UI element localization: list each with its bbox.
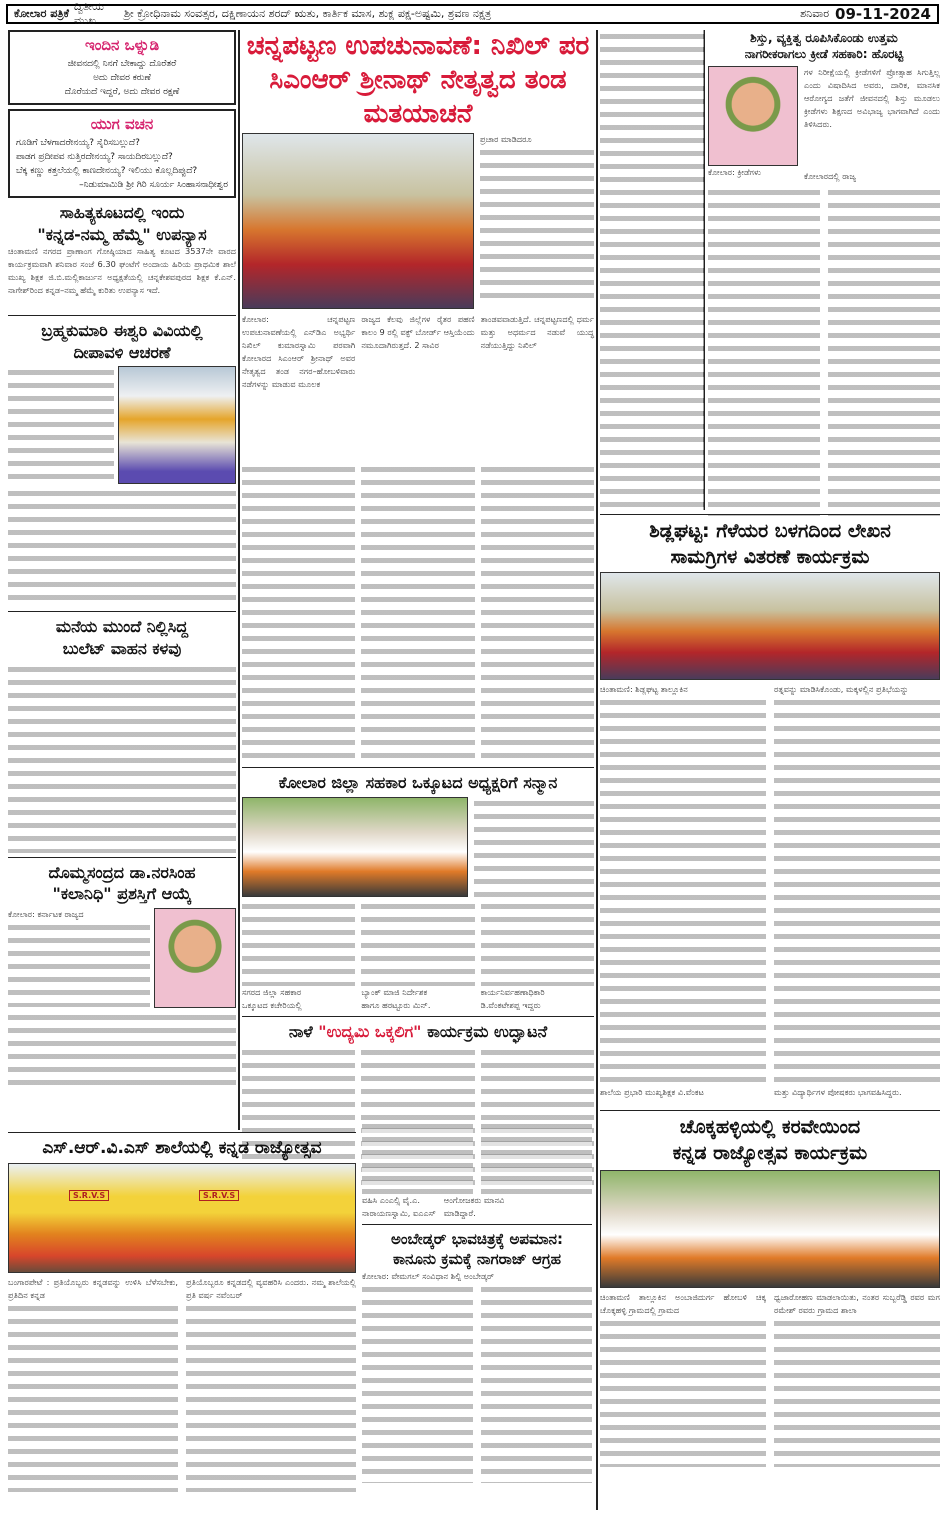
body-line: ಒಕ್ಕೂಟದ ಕಚೇರಿಯಲ್ಲಿ: [242, 999, 302, 1010]
body-line: ವಹಿಸಿ ಎಂಎಲ್ಸಿ ವೈ.ಎ.: [362, 1195, 420, 1205]
headline-line: ಮನೆಯ ಮುಂದೆ ನಿಲ್ಲಿಸಿದ್ದ: [55, 617, 189, 637]
headline-line: ದೀಪಾವಳಿ ಆಚರಣೆ: [73, 342, 171, 362]
vachana-line: ಬೆಕ್ಕ ಕಣ್ಣು ಕತ್ತಲೆಯಲ್ಲಿ ಕಾಣದೇನಯ್ಯ? ಇಲಿಯು ಕೊಲ್ಲದಿಪ್ಪುದೆ?: [16, 166, 198, 176]
article-sports: [708, 30, 940, 516]
body-line: ಡಿ.ವೆಂಕಟೇಶಪ್ಪ ಇದ್ದರು: [480, 999, 541, 1010]
article-tail: [600, 1086, 940, 1099]
article-body: [361, 463, 474, 763]
article-kalanidhi: [8, 862, 236, 1091]
divider: [600, 1110, 940, 1111]
article-bullet: [8, 616, 236, 852]
quote-title: ಇಂದಿನ ಒಳ್ನುಡಿ: [84, 36, 160, 54]
headline-line: ಸಾಮಗ್ರಿಗಳ ವಿತರಣೆ ಕಾರ್ಯಕ್ರಮ: [670, 545, 870, 568]
headline-line: "ಕನ್ನಡ-ನಮ್ಮ ಹೆಮ್ಮೆ" ಉಪನ್ಯಾಸ: [37, 224, 207, 244]
article-body: ಪ್ರತಿಯೊಬ್ಬರೂ ಕನ್ನಡದಲ್ಲಿ ವ್ಯವಹರಿಸಿ ಎಂದರು. ನಮ್ಮ ಶಾಲೆಯಲ್ಲಿ ಪ್ರತಿ ವರ್ಷ ನವೆಂಬರ್: [186, 1276, 356, 1300]
diwali-photo: [118, 366, 236, 484]
headline-line: ಶಿಡ್ಲಘಟ್ಟ: ಗೆಳೆಯರ ಬಳಗದಿಂದ ಲೇಖನ: [649, 520, 891, 542]
body-line: ಶಾಲೆಯ ಪ್ರಭಾರಿ ಮುಖ್ಯಶಿಕ್ಷಕ ವಿ.ವೆಂಕಟ: [600, 1087, 704, 1098]
headline-part: ಕಾರ್ಯಕ್ರಮ ಉದ್ಘಾಟನೆ: [427, 1021, 548, 1041]
headline: [600, 1115, 940, 1166]
lead-headline: [242, 30, 594, 131]
photo-caption: ಕೋಲಾರ: ಕ್ರೀಡೆಗಳು: [708, 167, 762, 178]
page-label: ದ್ವಿತೀಯ ಮುಖ: [74, 0, 104, 27]
body-line: ಕೋಲಾರದಲ್ಲಿ ರಾಜ್ಯ: [804, 171, 857, 182]
headline-line: "ಕಲಾನಿಧಿ" ಪ್ರಶಸ್ತಿಗೆ ಆಯ್ಕೆ: [52, 884, 192, 904]
vachana-title: ಯುಗ ವಚನ: [90, 115, 154, 133]
center-column: [242, 30, 594, 1186]
article-body: [480, 133, 594, 309]
divider: [242, 1016, 594, 1017]
divider: [8, 1132, 356, 1133]
paper-name: ಕೋಲಾರ ಪತ್ರಿಕೆ: [14, 7, 69, 20]
vachana-line: ಗೂಡಿಗೆ ಬೆಳಗಾದರೇನಯ್ಯ? ಸೈರಿಸಬಲ್ಲುದೆ?: [16, 138, 140, 148]
article-shidlaghatta: [600, 510, 940, 1099]
srvs-photo: [8, 1163, 356, 1273]
almanac-line: ಶ್ರೀ ಕ್ರೋಧಿನಾಮ ಸಂವತ್ಸರ, ದಕ್ಷಿಣಾಯನ ಶರದ್ ಋತು, ಕಾರ್ತಿಕ ಮಾಸ, ಶುಕ್ಲ ಪಕ್ಷ-ಅಷ್ಟಮಿ, ಶ್ರವಣ ನಕ್ಷತ್ರ: [124, 7, 492, 20]
divider: [8, 611, 236, 612]
article-tail: [242, 986, 594, 1012]
headline-line: ಚನ್ನಪಟ್ಟಣ ಉಪಚುನಾವಣೆ: ನಿಖಿಲ್ ಪರ: [246, 31, 590, 61]
quote-line: ಜೀವನದಲ್ಲಿ ನಿನಗೆ ಬೇಕಾದ್ದು ದೊರೆತರೆ: [67, 59, 177, 69]
article-body: ಬಂಗಾರಪೇಟೆ : ಪ್ರತಿಯೊಬ್ಬರು ಕನ್ನಡವನ್ನು ಉಳಿಸಿ ಬೆಳೆಸಬೇಕು, ಪ್ರತಿದಿನ ಕನ್ನಡ: [8, 1276, 178, 1300]
headline-line: ಬುಲೆಟ್ ವಾಹನ ಕಳವು: [62, 638, 182, 658]
article-srvs: [8, 1128, 356, 1492]
article-body: [8, 1011, 236, 1091]
column-divider: [238, 30, 240, 1130]
article-body: [474, 797, 594, 897]
divider: [8, 315, 236, 316]
narasimha-photo: [154, 908, 236, 1008]
headline: [8, 616, 236, 659]
felicitation-photo: [242, 797, 468, 897]
article-body: [242, 463, 355, 763]
headline: [600, 519, 940, 570]
shidlaghatta-photo: [600, 572, 940, 680]
headline-line: ಸಿಎಂಆರ್ ಶ್ರೀನಾಥ್ ನೇತೃತ್ವದ ತಂಡ ಮತಯಾಚನೆ: [269, 64, 567, 129]
bus-label: S.R.V.S: [69, 1190, 109, 1201]
body-line: ಮಾಡಿದ್ದಾರೆ.: [443, 1208, 476, 1218]
article-tail: [362, 1194, 592, 1220]
article-chokkahalli: [600, 1106, 940, 1467]
headline: [708, 30, 940, 62]
article-sahitya: [8, 202, 236, 311]
headline-line: ನಾಗರೀಕರಾಗಲು ಕ್ರೀಡೆ ಸಹಕಾರಿ: ಹೊರಟ್ಟಿ: [744, 47, 904, 62]
masthead: [6, 0, 939, 27]
body-line: ಸಗರದ ಜಿಲ್ಲಾ ಸಹಕಾರ: [242, 986, 302, 997]
continued-column: [600, 30, 704, 510]
column-divider: [596, 30, 598, 1510]
divider: [362, 1224, 592, 1225]
article-body: [8, 366, 114, 484]
bus-label: S.R.V.S: [199, 1190, 239, 1201]
headline-line: ಅಂಬೇಡ್ಕರ್ ಭಾವಚಿತ್ರಕ್ಕೆ ಅಪಮಾನ:: [391, 1230, 563, 1248]
divider: [600, 514, 940, 515]
article-lead: [242, 30, 594, 763]
article-body: ಚಿಂತಾಮಣಿ: ಶಿಡ್ಲಘಟ್ಟ ತಾಲ್ಲೂಕಿನ: [600, 684, 688, 695]
dateline: ಕೋಲಾರ: ವೇಮಗಲ್ ಸಂವಿಧಾನ ಶಿಲ್ಪಿ ಅಂಬೇಡ್ಕರ್: [362, 1270, 495, 1281]
headline: ಕೋಲಾರ ಜಿಲ್ಲಾ ಸಹಕಾರ ಒಕ್ಕೂಟದ ಅಧ್ಯಕ್ಷರಿಗೆ ಸನ್ಮಾನ: [278, 773, 558, 793]
article-sahakara: [242, 772, 594, 1012]
article-brahmakumari: [8, 320, 236, 607]
day: ಶನಿವಾರ: [800, 7, 830, 20]
headline: [8, 320, 236, 363]
divider: [8, 857, 236, 858]
headline: [8, 202, 236, 245]
dateline: ಕೋಲಾರ: ಕರ್ನಾಟಕ ರಾಜ್ಯದ: [8, 908, 84, 919]
article-body: ತಾಂಡವವಾಡುತ್ತಿದೆ. ಚನ್ನಪಟ್ಟಣದಲ್ಲಿ ಧರ್ಮ ಮತ್ತು ಅಧರ್ಮದ ನಡುವೆ ಯುದ್ಧ ನಡೆಯುತ್ತಿದ್ದು ನಿಖಿಲ್: [480, 314, 594, 351]
body-line: ಕಾರ್ಯನಿರ್ವಹಣಾಧಿಕಾರಿ: [480, 986, 545, 997]
article-body: ರತ್ನವನ್ನು ಮಾಡಿಸಿಕೊಂಡು, ಮಕ್ಕಳಲ್ಲಿನ ಪ್ರತಿಭೆಯನ್ನು: [774, 684, 909, 695]
headline-line: ದೊಮ್ಮಸಂದ್ರದ ಡಾ.ನರಸಿಂಹ: [48, 862, 196, 882]
body-line: ಆಂಗೋಜಕರು ಮಾನವಿ: [443, 1195, 505, 1205]
headline: [242, 1021, 594, 1043]
headline-line: ಬ್ರಹ್ಮಕುಮಾರಿ ಈಶ್ವರಿ ವಿವಿಯಲ್ಲಿ: [41, 321, 203, 341]
article-body: ರಾಜ್ಯದ ಕೆಲವು ಜಿಲ್ಲೆಗಳ ರೈತರ ಪಹಣಿ ಕಾಲಂ 9 ರಲ್ಲಿ ವಕ್ಫ್ ಬೋರ್ಡ್ ಆಸ್ತಿಯೆಂದು ನಮೂದಾಗಿರುತ್ತದೆ. 2 ಸಾವಿರ: [361, 314, 475, 351]
vachana-box: [8, 109, 236, 198]
article-body: ಚಿಂತಾಮಣಿ ನಗರದ ಪ್ರಾಣಾಂಗ ಗೋಷ್ಠಿಯಾದ ಸಾಹಿತ್ಯ ಕೂಟದ 3537ನೇ ವಾರದ ಕಾರ್ಯಕ್ರಮವಾಗಿ ಶನಿವಾರ ಸಂಜೆ 6.30 ಘಂಟೆಗೆ ಅಂದಾಯ ಹಿರಿಯ ಪ್ರಾಥಮಿಕ ಶಾಲೆ ಮುಖ್ಯ ಶಿಕ್ಷಕ ಜಿ.ಬಿ.ಮಲ್ಲಿಕಾರ್ಜುನ ಅಧ್ಯಕ್ಷತೆಯಲ್ಲಿ ಚನ್ನಕೇಶವಪುರದ ಶಿಕ್ಷಕ ಕೆ.ಎನ್. ನಾಗೇಶ್‌ರಿಂದ ಕನ್ನಡ–ನಮ್ಮ ಹೆಮ್ಮೆ ಕುರಿತು ಉಪನ್ಯಾಸ ಇದೆ.: [8, 246, 236, 296]
chokkahalli-photo: [600, 1170, 940, 1288]
left-column: [8, 30, 236, 1091]
headline-part: ನಾಳೆ: [288, 1021, 313, 1041]
campaign-photo: [242, 133, 474, 309]
headline-line: ಕನ್ನಡ ರಾಜ್ಯೋತ್ಸವ ಕಾರ್ಯಕ್ರಮ: [672, 1141, 868, 1164]
issue-date: 09-11-2024: [835, 5, 931, 23]
headline: ಎಸ್.ಆರ್.ವಿ.ಎಸ್ ಶಾಲೆಯಲ್ಲಿ ಕನ್ನಡ ರಾಜ್ಯೋತ್ಸವ: [42, 1138, 322, 1158]
body-line: ನಾರಾಯಣಸ್ವಾಮಿ, ಐಎಎಸ್: [362, 1208, 436, 1218]
headline-line: ಶಿಸ್ತು, ವ್ಯಕ್ತಿತ್ವ ರೂಪಿಸಿಕೊಂಡು ಉತ್ತಮ: [750, 31, 898, 45]
article-body: ಧ್ವಜಾರೋಹಣ ಮಾಡಲಾಯಿತು, ನಂತರ ಸುಬ್ಬರೆಡ್ಡಿ ರವರ ಮಗ ರಮೇಶ್ ರವರು ಗ್ರಾಮದ ಶಾಲಾ: [774, 1292, 940, 1316]
divider: [242, 767, 594, 768]
quote-line: ಅದು ದೇವರ ಕರುಣೆ: [93, 73, 151, 83]
article-body: [8, 663, 236, 853]
horatti-photo: [708, 66, 798, 166]
vachana-line: ಪಾಡಗ ಪ್ರದೀಪವ ನುತ್ತಿರದೇನಯ್ಯ? ಸಾಯದಿರಬಲ್ಲುದೆ?: [16, 152, 173, 162]
headline-keyword: "ಉದ್ಯಮಿ ಒಕ್ಕಲಿಗ": [318, 1021, 422, 1041]
body-line: ಹಾಗೂ ಹರಟ್ಟೂರು ಮಿನ್.: [361, 999, 431, 1010]
article-ambedkar: [362, 1120, 592, 1483]
body-line: ಬ್ಯಾಂಕ್ ಮಾಜಿ ನಿರ್ದೇಶಕ: [361, 986, 428, 997]
headline-line: ಚೊಕ್ಕಹಳ್ಳಿಯಲ್ಲಿ ಕರವೇಯಿಂದ: [679, 1116, 861, 1138]
quote-line: ದೊರೆಯದೆ ಇದ್ದರೆ, ಅದು ದೇವರ ರಕ್ಷಣೆ: [64, 87, 180, 97]
article-body: [8, 908, 150, 1008]
quote-box: [8, 30, 236, 105]
article-body: ಗಳ ನಿರೀಕ್ಷೆಯಲ್ಲಿ ಕ್ರೀಡೆಗಳಿಗೆ ಪ್ರೋತ್ಸಾಹ ಸಿಗುತ್ತಿಲ್ಲ ಎಂದು ವಿಷಾದಿಸಿದ ಅವರು, ದಾರಿಕ, ಮಾನಸಿಕ ಆರೋಗ್ಯದ ಜತೆಗೆ ಜೀವನದಲ್ಲಿ ಶಿಸ್ತು ಮೂಡಲು ಕ್ರೀಡೆಗಳು ಶಿಕ್ಷಣದ ಅವಿಭಾಜ್ಯ ಭಾಗವಾಗಿದೆ ಎಂದು ತಿಳಿಸಿದರು.: [804, 67, 940, 130]
article-body: [481, 463, 594, 763]
article-body: ಕೋಲಾರ: ಚನ್ನಪಟ್ಟಣ ಉಪಚುನಾವಣೆಯಲ್ಲಿ ಎನ್‌ಡಿಎ ಅಭ್ಯರ್ಥಿ ನಿಖಿಲ್ ಕುಮಾರಸ್ವಾಮಿ ಪರವಾಗಿ ಕೋಲಾರದ ಸಿಎಂಆರ್ ಶ್ರೀನಾಥ್ ಅವರ ನೇತೃತ್ವದ ತಂಡ ನಗರ–ಹೋಬಳಿವಾರು ನಡೆಗಳನ್ನು ಮಾಡುವ ಮೂಲಕ: [242, 314, 356, 390]
headline-line: ಸಾಹಿತ್ಯಕೂಟದಲ್ಲಿ ಇಂದು: [59, 203, 185, 222]
article-body: [8, 487, 236, 607]
article-body: ಚಿಂತಾಮಣಿ ತಾಲ್ಲೂಕಿನ ಅಂಬಾಜಿದುರ್ಗ ಹೋಬಳಿ ಚಿಕ್ಕ ಚೊಕ್ಕಹಳ್ಳಿ ಗ್ರಾಮದಲ್ಲಿ ಗ್ರಾಮದ: [600, 1292, 766, 1316]
headline-line: ಕಾನೂನು ಕ್ರಮಕ್ಕೆ ನಾಗರಾಜ್ ಆಗ್ರಹ: [392, 1250, 562, 1269]
body-line: ಮತ್ತು ವಿದ್ಯಾರ್ಥಿಗಳ ಪೋಷಕರು ಭಾಗವಹಿಸಿದ್ದರು.: [774, 1087, 902, 1098]
body-line: ಪ್ರಚಾರ ಮಾಡಿದರೂ: [480, 134, 532, 145]
headline: [362, 1229, 592, 1270]
vachana-author: –ನಿಡುಮಾಮಿಡಿ ಶ್ರೀ ಗಿರಿ ಸೂರ್ಯ ಸಿಂಹಾಸನಾಧೀಶ್ವರ: [79, 180, 228, 190]
headline: [8, 862, 236, 905]
